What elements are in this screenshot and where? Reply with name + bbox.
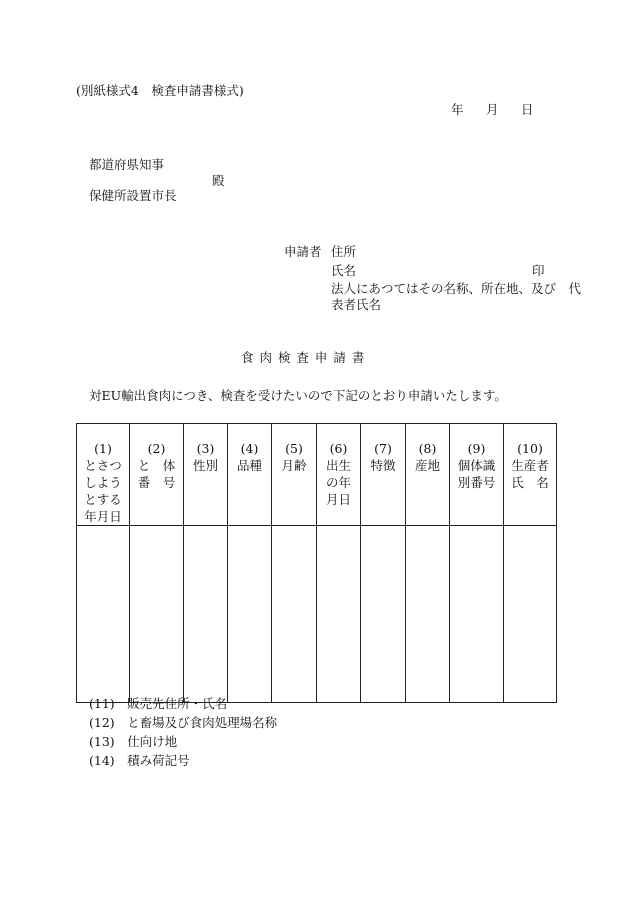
date-month: 月 bbox=[486, 102, 499, 117]
column-header-line: (9) bbox=[467, 441, 486, 456]
column-header-line: (6) bbox=[329, 441, 348, 456]
column-header-line: しよう bbox=[84, 475, 122, 490]
column-header-line: 産地 bbox=[414, 458, 440, 473]
column-header-line: 氏 名 bbox=[511, 475, 549, 490]
date-day: 日 bbox=[521, 102, 534, 117]
table-cell[interactable] bbox=[361, 526, 406, 703]
column-header bbox=[361, 424, 406, 526]
column-header-line: (4) bbox=[240, 441, 259, 456]
column-header-line: 個体識 bbox=[457, 458, 496, 473]
column-header-line: (8) bbox=[418, 441, 437, 456]
addressee-mayor: 保健所設置市長 bbox=[89, 188, 177, 203]
intro-text: 対EU輸出食肉につき、検査を受けたいので下記のとおり申請いたします。 bbox=[89, 388, 507, 403]
column-header-line: (5) bbox=[285, 441, 303, 456]
column-header bbox=[77, 424, 130, 526]
footnote: (12) と畜場及び食肉処理場名称 bbox=[89, 715, 278, 730]
form-label: (別紙様式4 検査申請書様式) bbox=[76, 83, 244, 98]
column-header-line: 月齢 bbox=[281, 458, 307, 473]
column-header bbox=[184, 424, 228, 526]
applicant-note-cont: 表者氏名 bbox=[331, 297, 382, 312]
column-header-line: の年 bbox=[325, 475, 351, 490]
column-header-line: と 体 bbox=[137, 458, 176, 473]
column-header-line: 性別 bbox=[192, 458, 218, 473]
document-title: 食 肉 検 査 申 請 書 bbox=[241, 350, 366, 365]
column-header bbox=[504, 424, 557, 526]
column-header-line: 品種 bbox=[236, 458, 262, 473]
column-header bbox=[272, 424, 317, 526]
column-header-line: とさつ bbox=[84, 458, 122, 473]
column-header-line: (3) bbox=[196, 441, 215, 456]
seal-mark: 印 bbox=[532, 263, 545, 278]
column-header-line: 出生 bbox=[325, 458, 351, 473]
column-header bbox=[228, 424, 272, 526]
table-cell[interactable] bbox=[228, 526, 272, 703]
column-header-line: 特徴 bbox=[370, 458, 396, 473]
table-cell[interactable] bbox=[130, 526, 184, 703]
applicant-name-label: 氏名 bbox=[331, 263, 357, 278]
column-header bbox=[317, 424, 361, 526]
table-cell[interactable] bbox=[184, 526, 228, 703]
inspection-table bbox=[76, 423, 557, 703]
table-header-row bbox=[77, 424, 557, 526]
applicant-note: 法人にあつてはその名称、所在地、及び 代 bbox=[331, 281, 582, 296]
column-header bbox=[450, 424, 504, 526]
footnote: (11) 販売先住所・氏名 bbox=[89, 696, 228, 711]
column-header-line: 別番号 bbox=[457, 475, 496, 490]
column-header-line: (1) bbox=[94, 441, 112, 456]
column-header-line: 月日 bbox=[325, 492, 351, 507]
column-header-line: 番 号 bbox=[137, 475, 176, 490]
column-header-line: (10) bbox=[517, 441, 543, 456]
table-cell[interactable] bbox=[406, 526, 450, 703]
column-header-line: とする bbox=[84, 492, 122, 507]
addressee-governor: 都道府県知事 bbox=[89, 157, 165, 172]
table-body-row bbox=[77, 526, 557, 703]
applicant-label: 申請者 bbox=[284, 244, 322, 259]
column-header bbox=[406, 424, 450, 526]
footnote: (14) 積み荷記号 bbox=[89, 753, 190, 768]
date-year: 年 bbox=[451, 102, 464, 117]
table-cell[interactable] bbox=[317, 526, 361, 703]
footnote: (13) 仕向け地 bbox=[89, 734, 178, 749]
table-cell[interactable] bbox=[450, 526, 504, 703]
applicant-address-label: 住所 bbox=[331, 244, 357, 259]
addressee-honorific: 殿 bbox=[212, 173, 225, 188]
column-header-line: (2) bbox=[147, 441, 166, 456]
column-header-line: (7) bbox=[374, 441, 392, 456]
column-header bbox=[130, 424, 184, 526]
column-header-line: 年月日 bbox=[84, 509, 122, 524]
table-cell[interactable] bbox=[272, 526, 317, 703]
table-cell[interactable] bbox=[504, 526, 557, 703]
table-cell[interactable] bbox=[77, 526, 130, 703]
column-header-line: 生産者 bbox=[511, 458, 549, 473]
